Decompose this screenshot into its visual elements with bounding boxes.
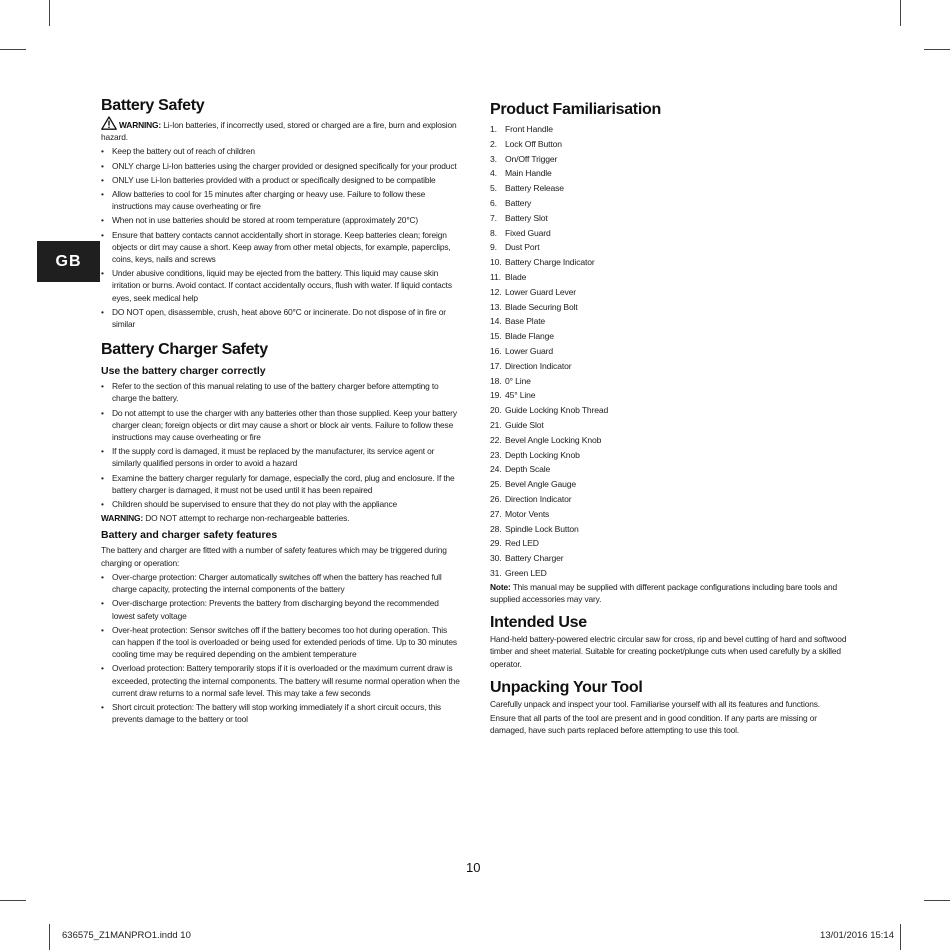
part-label: Green LED (505, 567, 547, 578)
page-number: 10 (466, 860, 481, 875)
list-item: • If the supply cord is damaged, it must be replaced by the manufacturer, its service agent or similarly qualified persons in order to avoid a hazard (101, 445, 461, 469)
part-label: Front Handle (505, 124, 553, 134)
footer-filename: 636575_Z1MANPRO1.indd 10 (62, 930, 191, 941)
crop-mark (49, 924, 50, 950)
crop-mark (900, 0, 901, 26)
part-item (490, 181, 855, 196)
part-item (490, 344, 855, 359)
warning-label: WARNING: (119, 120, 162, 130)
list-item: • Over-discharge protection: Prevents the battery from discharging beyond the recommended lowest safety voltage (101, 597, 461, 621)
part-number: 5. (490, 183, 497, 194)
part-item (490, 226, 855, 241)
warning-triangle-icon (101, 116, 117, 130)
part-item (490, 374, 855, 389)
part-item (490, 448, 855, 463)
part-number: 30. (490, 553, 502, 564)
part-number: 25. (490, 479, 502, 490)
part-number: 19. (490, 390, 502, 401)
crop-mark (0, 900, 26, 901)
safety-features-subheading: Battery and charger safety features (101, 529, 278, 542)
list-item: • Overload protection: Battery temporarily stops if it is overloaded or the maximum current draw is exceeded, protecting the internal components. The battery will resume normal operation when the current draw returns to a normal safe level. This may take a few seconds (101, 662, 461, 699)
part-item (490, 137, 855, 152)
part-number: 15. (490, 331, 502, 342)
intended-use-text: Hand-held battery-powered electric circular saw for cross, rip and bevel cutting of hard and softwood timber and sheet material. Suitable for creating pocket/plunge cuts when used carefully by a skilled operator. (490, 634, 847, 669)
part-number: 23. (490, 449, 502, 460)
part-item (490, 418, 855, 433)
list-item: • When not in use batteries should be stored at room temperature (approximately 20°C) (101, 214, 461, 226)
part-item (490, 152, 855, 167)
part-number: 28. (490, 523, 502, 534)
unpacking-heading: Unpacking Your Tool (490, 678, 643, 696)
safety-features-intro: The battery and charger are fitted with a number of safety features which may be triggered during charging or operation: (101, 545, 447, 568)
list-item: • ONLY use Li-Ion batteries provided with a product or specifically designed to be compatible (101, 174, 461, 186)
charger-safety-list (101, 380, 461, 510)
part-number: 22. (490, 434, 502, 445)
part-item (490, 211, 855, 226)
crop-mark (49, 0, 50, 26)
part-label: Direction Indicator (505, 493, 572, 504)
part-item (490, 196, 855, 211)
note-text: This manual may be supplied with different package configurations including bare tools and supplied accessories may vary. (490, 581, 838, 604)
part-label: Lower Guard (505, 345, 554, 356)
warning-text: DO NOT attempt to recharge non-rechargeable batteries. (145, 513, 350, 524)
part-label: Battery Release (505, 183, 564, 194)
charger-use-subheading: Use the battery charger correctly (101, 365, 266, 378)
part-number: 8. (490, 227, 497, 238)
part-number: 26. (490, 493, 502, 504)
part-label: Red LED (505, 538, 539, 549)
part-label: Battery Charger (505, 553, 564, 564)
part-item (490, 300, 855, 315)
list-item: • Under abusive conditions, liquid may be ejected from the battery. This liquid may cause skin irritation or burns. Avoid contact. If contact accidentally occurs, flush with water. If liquid contacts eyes, seek medical help (101, 267, 461, 304)
intended-use-heading: Intended Use (490, 614, 587, 632)
part-number: 3. (490, 153, 497, 164)
right-column (490, 100, 855, 738)
part-number: 12. (490, 286, 502, 297)
battery-safety-heading: Battery Safety (101, 97, 205, 114)
part-item (490, 433, 855, 448)
part-label: On/Off Trigger (505, 153, 558, 164)
part-label: Dust Port (505, 242, 540, 253)
part-label: Blade Securing Bolt (505, 301, 578, 312)
part-label: Lower Guard Lever (505, 286, 577, 297)
part-item (490, 522, 855, 537)
part-item (490, 492, 855, 507)
part-item (490, 166, 855, 181)
part-label: Battery Slot (505, 212, 548, 223)
left-column (101, 96, 461, 727)
part-item (490, 240, 855, 255)
part-number: 21. (490, 419, 502, 430)
list-item: • ONLY charge Li-Ion batteries using the charger provided or designed specifically for your product (101, 160, 461, 172)
part-number: 17. (490, 360, 502, 371)
part-item (490, 329, 855, 344)
package-note (490, 581, 855, 605)
part-label: Battery Charge Indicator (505, 257, 595, 268)
list-item: • Allow batteries to cool for 15 minutes after charging or heavy use. Failure to follow these instructions may cause overheating or fire (101, 188, 461, 212)
part-number: 24. (490, 464, 502, 475)
part-label: Main Handle (505, 168, 552, 179)
part-number: 16. (490, 345, 502, 356)
crop-mark (900, 924, 901, 950)
list-item: • DO NOT open, disassemble, crush, heat above 60°C or incinerate. Do not dispose of in fire or similar (101, 306, 461, 330)
part-item (490, 477, 855, 492)
footer-datetime: 13/01/2016 15:14 (820, 930, 894, 941)
part-label: Bevel Angle Gauge (505, 479, 577, 490)
charger-warning (101, 512, 461, 524)
warning-label: WARNING: (101, 513, 144, 524)
part-item (490, 536, 855, 551)
note-label: Note: (490, 581, 511, 592)
part-label: Blade (505, 271, 527, 282)
parts-list (490, 122, 855, 581)
part-item (490, 270, 855, 285)
list-item: • Ensure that battery contacts cannot accidentally short in storage. Keep batteries clean; foreign objects or dirt may cause a short. Keep away from other metal objects, for example, paperclips, coins, keys, nails and screws (101, 229, 461, 266)
part-label: Direction Indicator (505, 360, 572, 371)
part-label: Motor Vents (505, 508, 550, 519)
part-number: 10. (490, 257, 502, 268)
list-item: • Short circuit protection: The battery will stop working immediately if a short circuit occurs, this prevents damage to the battery or tool (101, 701, 461, 725)
part-label: 0° Line (505, 375, 531, 386)
list-item: • Children should be supervised to ensure that they do not play with the appliance (101, 498, 461, 510)
warning-text: Li-Ion batteries, if incorrectly used, stored or charged are a fire, burn and explosion hazard. (101, 120, 457, 143)
part-item (490, 551, 855, 566)
language-tab: GB (37, 241, 100, 282)
part-number: 4. (490, 168, 497, 179)
part-number: 29. (490, 538, 502, 549)
list-item: • Over-charge protection: Charger automatically switches off when the battery has reached full charge capacity, protecting the internal components of the battery (101, 571, 461, 595)
unpacking-text: Ensure that all parts of the tool are present and in good condition. If any parts are missing or damaged, have such parts replaced before attempting to use this tool. (490, 712, 817, 736)
part-item (490, 122, 855, 137)
safety-features-list (101, 571, 461, 725)
part-number: 13. (490, 301, 502, 312)
part-label: Spindle Lock Button (505, 523, 579, 534)
part-item (490, 314, 855, 329)
part-item (490, 566, 855, 581)
list-item: • Examine the battery charger regularly for damage, especially the cord, plug and enclosure. If the battery charger is damaged, it must not be used until it has been repaired (101, 472, 461, 496)
list-item: • Keep the battery out of reach of children (101, 145, 461, 157)
part-number: 11. (490, 271, 501, 282)
part-number: 9. (490, 242, 497, 253)
part-item (490, 462, 855, 477)
part-item (490, 255, 855, 270)
part-number: 31. (490, 567, 502, 578)
part-number: 1. (490, 124, 497, 134)
part-label: Battery (505, 197, 532, 208)
part-label: Bevel Angle Locking Knob (505, 434, 602, 445)
crop-mark (924, 900, 950, 901)
list-item: • Do not attempt to use the charger with any batteries other than those supplied. Keep your battery charger clean; foreign objects or dirt may cause a short or block air vents. Failure to follow these instructions may cause overheating or fire (101, 407, 461, 444)
list-item: • Refer to the section of this manual relating to use of the battery charger before attempting to charge the battery. (101, 380, 461, 404)
part-number: 6. (490, 197, 497, 208)
part-item (490, 403, 855, 418)
unpacking-text: Carefully unpack and inspect your tool. Familiarise yourself with all its features and functions. (490, 698, 820, 709)
part-label: Fixed Guard (505, 227, 551, 238)
charger-safety-heading: Battery Charger Safety (101, 341, 268, 359)
part-item (490, 507, 855, 522)
product-familiarisation-heading: Product Familiarisation (490, 101, 661, 118)
part-label: 45° Line (505, 390, 536, 401)
part-number: 2. (490, 138, 497, 149)
part-number: 18. (490, 375, 502, 386)
battery-safety-list (101, 145, 461, 330)
part-label: Depth Scale (505, 464, 551, 475)
part-number: 27. (490, 508, 502, 519)
part-label: Guide Locking Knob Thread (505, 405, 609, 416)
battery-warning (101, 116, 461, 143)
part-label: Lock Off Button (505, 138, 562, 149)
list-item: • Over-heat protection: Sensor switches off if the battery becomes too hot during operation. This can happen if the tool is overloaded or being used for extended periods of time. Up to 30 minutes cooling time may be required depending on the ambient temperature (101, 624, 461, 661)
crop-mark (924, 49, 950, 50)
part-item (490, 388, 855, 403)
part-label: Base Plate (505, 316, 546, 327)
crop-mark (0, 49, 26, 50)
part-item (490, 359, 855, 374)
part-number: 14. (490, 316, 502, 327)
part-label: Depth Locking Knob (505, 449, 580, 460)
part-label: Blade Flange (505, 331, 554, 342)
part-number: 20. (490, 405, 502, 416)
part-number: 7. (490, 212, 497, 223)
part-label: Guide Slot (505, 419, 544, 430)
part-item (490, 285, 855, 300)
